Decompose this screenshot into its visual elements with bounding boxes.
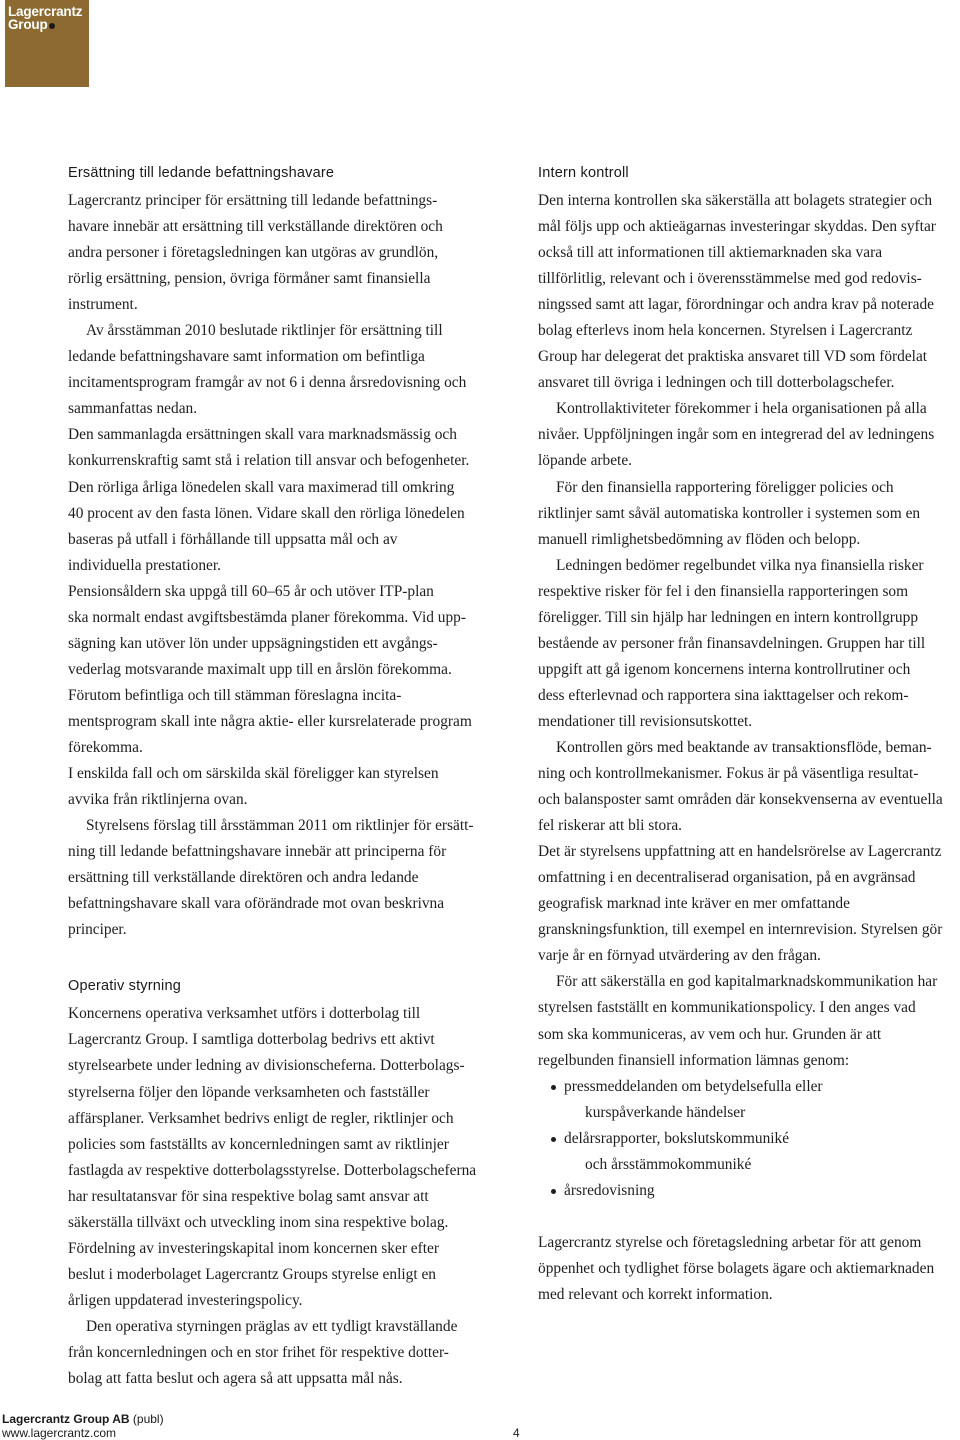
text-line: säkerställa tillväxt och utveckling inom sina respektive bolag. [68,1213,449,1231]
text-line: Kontrollaktiviteter förekommer i hela organisationen på alla [556,400,927,418]
text-line: bestående av personer från finansavdelningen. Gruppen har till [538,634,926,652]
bullet-text-line: pressmeddelanden om betydelsefulla eller [564,1077,823,1095]
text-line: har resultatansvar för sina respektive bolag samt ansvar att [68,1187,429,1205]
text-line: ansvaret till övriga i ledningen och till dotterbolagschefer. [538,374,895,392]
section-heading-operativ-styrning: Operativ styrning [68,978,181,995]
paragraph [538,969,960,1073]
paragraph [68,422,498,578]
footer-url[interactable]: www.lagercrantz.com [2,1426,117,1440]
text-line: befattningshavare skall vara oförändrade mot ovan beskrivna [68,895,445,913]
text-line: I enskilda fall och om särskilda skäl föreligger kan styrelsen [68,765,439,783]
text-line: dess efterlevnad och rapportera sina iakttagelser och rekom- [538,686,909,704]
bullet-text-line: årsredovisning [564,1181,655,1199]
text-line: 40 procent av den fasta lönen. Vidare skall den rörliga lönedelen [68,504,465,522]
text-line: individuella prestationer. [68,556,222,574]
footer [2,1412,164,1440]
text-line: förekomma. [68,738,143,756]
paragraph [538,475,960,553]
bullet-text-continuation: kurspåverkande händelser [585,1103,746,1121]
footer-company-name: Lagercrantz Group AB [2,1412,130,1426]
text-line: principer. [68,921,127,939]
bullet-text [538,1126,960,1152]
bullet-item [538,1126,960,1178]
text-line: sammanfattas nedan. [68,400,198,418]
text-line: regelbunden finansiell information lämnas genom: [538,1051,850,1069]
bullet-icon [551,1085,556,1090]
text-line: Den rörliga årliga lönedelen skall vara maximerad till omkring [68,478,455,496]
text-line: ersättning till verkställande direktören och andra ledande [68,869,419,887]
text-line: mål följs upp och aktieägarnas investeringar skyddas. Den syftar [538,218,936,236]
spacer [538,1204,960,1230]
bullet-text-continuation: och årsstämmokommuniké [585,1155,752,1173]
text-line: Det är styrelsens uppfattning att en handelsrörelse av Lagercrantz [538,843,942,861]
paragraph [538,396,960,474]
text-line: och balansposter samt områden där konsekvenserna av eventuella [538,791,943,809]
text-line: andra personer i företagsledningen kan utgöras av grundlön, [68,244,439,262]
text-line: fastlagda av respektive dotterbolagsstyrelse. Dotterbolagscheferna [68,1161,477,1179]
text-line: Pensionsåldern ska uppgå till 60–65 år och utöver ITP-plan [68,582,434,600]
bullet-item [538,1178,960,1204]
text-line: också till att informationen till aktiemarknaden ska vara [538,244,883,262]
text-line: Av årsstämman 2010 beslutade riktlinjer för ersättning till [86,322,443,340]
text-line: konkurrenskraftig samt stå i relation till ansvar och befogenheter. [68,452,470,470]
text-line: För att säkerställa en god kapitalmarknadskommunikation har [556,973,938,991]
text-line: styrelserna följer den löpande verksamheten och fastställer [68,1083,430,1101]
text-line: beslut i moderbolaget Lagercrantz Groups styrelse enligt en [68,1265,436,1283]
text-line: från koncernledningen och en stor frihet för respektive dotter- [68,1343,449,1361]
text-line: bolag efterlevs inom hela koncernen. Styrelsen i Lagercrantz [538,322,913,340]
text-line: avvika från riktlinjerna ovan. [68,791,248,809]
text-line: Fördelning av investeringskapital inom koncernen sker efter [68,1239,439,1257]
text-line: Förutom befintliga och till stämman föreslagna incita- [68,686,402,704]
text-line: riktlinjer samt såväl automatiska kontroller i systemen som en [538,504,921,522]
text-line: tillförlitlig, relevant och i överensstämmelse med god redovis- [538,270,922,288]
text-line: Ledningen bedömer regelbundet vilka nya finansiella risker [556,556,924,574]
company-logo [5,0,89,87]
bullet-icon [551,1137,556,1142]
text-line: ningssed samt att lagar, förordningar och andra krav på noterade [538,296,934,314]
paragraph [538,839,960,969]
bullet-icon [551,1189,556,1194]
section-heading-ersattning: Ersättning till ledande befattningshavare [68,165,335,181]
text-line: baseras på utfall i förhållande till uppsatta mål och av [68,530,398,548]
paragraph [68,579,498,813]
text-line: sägning kan utöver lön under uppsägningstiden ett avgångs- [68,634,438,652]
text-line: som ska kommuniceras, av vem och hur. Grunden är att [538,1025,882,1043]
bullet-list [538,1074,960,1204]
paragraph [538,188,960,396]
paragraph [68,1001,498,1314]
text-line: manuell rimlighetsbedömning av flöden och belopp. [538,530,861,548]
paragraph [68,1314,498,1392]
text-line: ska normalt endast avgiftsbestämda planer förekomma. Vid upp- [68,608,466,626]
text-line: Koncernens operativa verksamhet utförs i dotterbolag till [68,1005,421,1023]
text-line: öppenhet och tydlighet förse bolagets ägare och aktiemarknaden [538,1259,935,1277]
text-line: omfattning i en decentraliserad organisation, på en avgränsad [538,869,916,887]
text-line: mendationer till revisionsutskottet. [538,712,753,730]
text-line: Group har delegerat det praktiska ansvaret till VD som fördelat [538,348,928,366]
paragraph [68,813,498,943]
text-line: affärsplaner. Verksamhet bedrivs enligt de regler, riktlinjer och [68,1109,454,1127]
bullet-item [538,1074,960,1126]
paragraph [538,735,960,839]
left-column [68,162,498,1392]
text-line: med relevant och korrekt information. [538,1285,773,1303]
text-line: Den interna kontrollen ska säkerställa att bolagets strategier och [538,192,933,209]
text-line: nivåer. Uppföljningen ingår som en integrerad del av ledningens [538,426,935,444]
paragraph [68,188,498,318]
text-line: vederlag motsvarande maximalt upp till en årslön förekomma. [68,660,452,678]
paragraph [68,318,498,422]
text-line: ning till ledande befattningshavare innebär att principerna för [68,843,447,861]
text-line: respektive risker för fel i den finansiella rapporteringen som [538,582,909,600]
section-heading-intern-kontroll: Intern kontroll [538,165,629,181]
paragraph [538,1230,960,1308]
text-line: ning och kontrollmekanismer. Fokus är på väsentliga resultat- [538,765,919,783]
text-line: havare innebär att ersättning till verkställande direktören och [68,218,443,236]
text-line: bolag att fatta beslut och agera så att uppsatta mål nås. [68,1370,403,1388]
bullet-text [538,1178,960,1204]
text-line: Den operativa styrningen präglas av ett tydligt kravställande [86,1317,458,1335]
text-line: instrument. [68,296,138,314]
right-column [538,162,960,1308]
text-line: policies som fastställts av koncernledningen samt av riktlinjer [68,1135,449,1153]
text-line: Kontrollen görs med beaktande av transaktionsflöde, beman- [556,738,932,756]
text-line: För den finansiella rapportering föreligger policies och [556,478,894,496]
footer-company-suffix: (publ) [129,1412,164,1426]
text-line: löpande arbete. [538,452,633,470]
text-line: incitamentsprogram framgår av not 6 i denna årsredovisning och [68,374,467,392]
text-line: styrelsearbete under ledning av divisionscheferna. Dotterbolags- [68,1057,465,1075]
text-line: årligen uppdaterad investeringspolicy. [68,1291,303,1309]
text-line: uppgift att gå igenom koncernens interna kontrollrutiner och [538,660,911,678]
bullet-text-line: delårsrapporter, bokslutskommuniké [564,1129,790,1147]
page-number: 4 [513,1426,520,1440]
text-line: ledande befattningshavare samt information om befintliga [68,348,425,366]
text-line: Lagercrantz styrelse och företagsledning arbetar för att genom [538,1233,922,1251]
text-line: geografisk marknad inte kräver en mer omfattande [538,895,850,913]
text-line: föreligger. Till sin hjälp har ledningen en intern kontrollgrupp [538,608,919,626]
logo-text-line1: Lagercrantz [8,4,83,19]
text-line: fel riskerar att bli stora. [538,817,683,835]
text-line: varje år en förnyad utvärdering av den frågan. [538,947,821,965]
text-line: Styrelsens förslag till årsstämman 2011 om riktlinjer för ersätt- [86,817,474,835]
text-line: Lagercrantz principer för ersättning till ledande befattnings- [68,192,438,209]
text-line: granskningsfunktion, till exempel en internrevision. Styrelsen gör [538,921,943,939]
text-line: mentsprogram skall inte några aktie- eller kursrelaterade program [68,712,472,730]
paragraph [538,553,960,735]
logo-dot-icon [49,23,55,29]
text-line: Lagercrantz Group. I samtliga dotterbolag bedrivs ett aktivt [68,1031,435,1049]
text-line: Den sammanlagda ersättningen skall vara marknadsmässig och [68,426,457,444]
footer-company [2,1412,164,1426]
bullet-text [538,1074,960,1100]
text-line: styrelsen fastställt en kommunikationspolicy. I den anges vad [538,999,916,1017]
text-line: rörlig ersättning, pension, övriga förmåner samt finansiella [68,270,431,288]
logo-text-line2: Group [8,18,89,31]
